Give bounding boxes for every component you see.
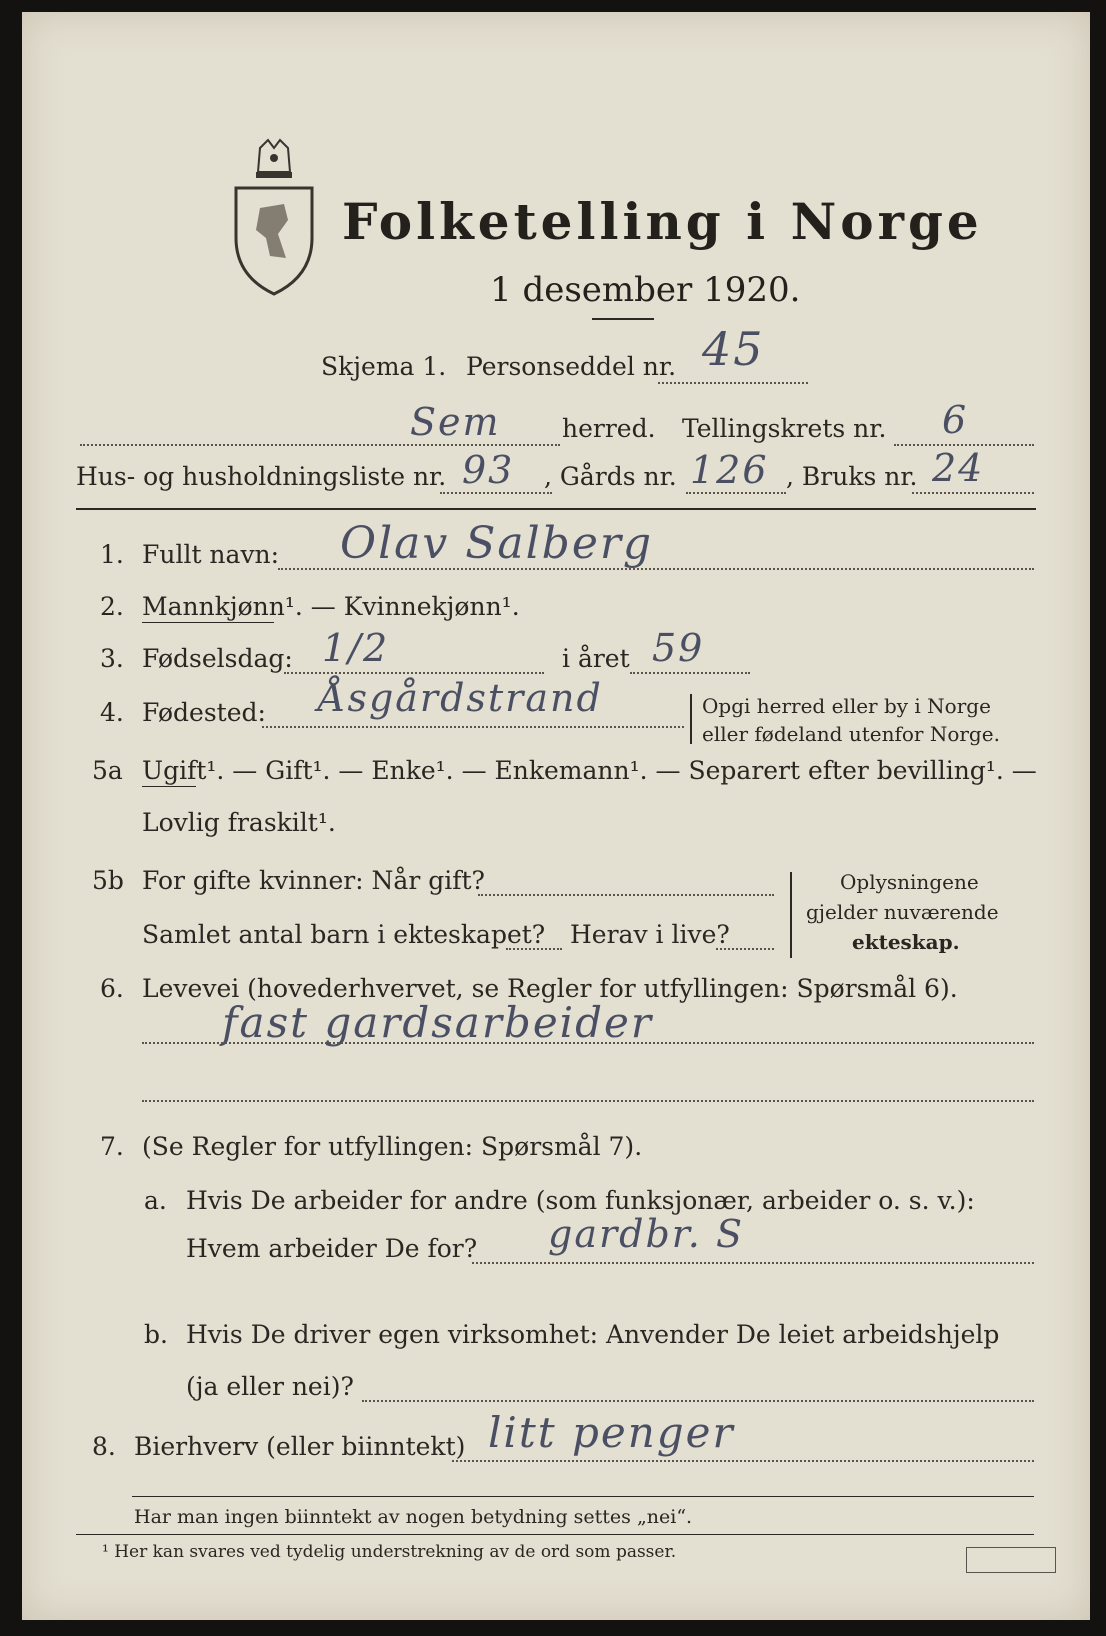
- husliste-value: 93: [462, 448, 515, 492]
- q5b-brace: [790, 872, 792, 958]
- footer-rule: [132, 1496, 1034, 1497]
- q4-note-1: Opgi herred eller by i Norge: [702, 694, 991, 718]
- q3-year-label: i året: [562, 644, 630, 673]
- q3-line: [284, 672, 544, 674]
- q8-number: 8.: [92, 1432, 116, 1461]
- q3-label: Fødselsdag:: [142, 644, 293, 673]
- q5b-gift-line: [478, 894, 774, 896]
- q4-label: Fødested:: [142, 698, 266, 727]
- census-date: 1 desember 1920.: [490, 270, 801, 310]
- q6-value: fast gardsarbeider: [222, 998, 653, 1047]
- q5b-number: 5b: [92, 866, 124, 895]
- q6-label: Levevei (hovederhvervet, se Regler for utfyllingen: Spørsmål 6).: [142, 974, 958, 1003]
- q5b-note-1: Oplysningene: [840, 870, 979, 894]
- personseddel-label: Personseddel nr.: [466, 352, 677, 381]
- q7a-label-2: Hvem arbeider De for?: [186, 1234, 478, 1263]
- q5b-label-2: Samlet antal barn i ekteskapet?: [142, 920, 546, 949]
- q5a-number: 5a: [92, 756, 123, 785]
- q1-value: Olav Salberg: [340, 518, 654, 569]
- q3-year-value: 59: [652, 626, 705, 670]
- tellingskrets-value: 6: [942, 398, 969, 442]
- husliste-line: [440, 492, 552, 494]
- herred-line: [80, 444, 560, 446]
- gards-line: [686, 492, 786, 494]
- q3-value: 1/2: [322, 626, 390, 670]
- q7-number: 7.: [100, 1132, 124, 1161]
- q7-label: (Se Regler for utfyllingen: Spørsmål 7).: [142, 1132, 643, 1161]
- q6-line-2: [142, 1100, 1034, 1102]
- footnote: ¹ Her kan svares ved tydelig understrekning av de ord som passer.: [102, 1542, 677, 1562]
- q5a-label: Ugift¹. — Gift¹. — Enke¹. — Enkemann¹. — Separert efter bevilling¹. —: [142, 756, 1037, 785]
- coat-of-arms-icon: [230, 138, 318, 296]
- q7a-number: a.: [144, 1186, 167, 1215]
- husliste-label: Hus- og husholdningsliste nr.: [76, 462, 447, 491]
- q6-line-1: [142, 1042, 1034, 1044]
- q8-label: Bierhverv (eller biinntekt): [134, 1432, 466, 1461]
- q2-label: Mannkjønn¹. — Kvinnekjønn¹.: [142, 592, 520, 621]
- q2-underline-mannkjonn: [142, 622, 274, 623]
- q6-number: 6.: [100, 974, 124, 1003]
- gards-label: , Gårds nr.: [544, 462, 677, 491]
- q7a-line: [472, 1262, 1034, 1264]
- q7a-label: Hvis De arbeider for andre (som funksjonær, arbeider o. s. v.):: [186, 1186, 975, 1215]
- q7b-number: b.: [144, 1320, 168, 1349]
- q8-line: [452, 1460, 1034, 1462]
- bruks-value: 24: [932, 446, 985, 490]
- header-rule: [76, 508, 1036, 510]
- q2-number: 2.: [100, 592, 124, 621]
- q1-label: Fullt navn:: [142, 540, 280, 569]
- tellingskrets-label: Tellingskrets nr.: [682, 414, 887, 443]
- q5b-live-line: [716, 948, 774, 950]
- q5b-label: For gifte kvinner: Når gift?: [142, 866, 485, 895]
- census-form: [22, 12, 1090, 1620]
- footnote-rule: [76, 1534, 1034, 1535]
- q8-value: litt penger: [488, 1408, 735, 1457]
- gards-value: 126: [690, 448, 769, 492]
- q5b-barn-line: [506, 948, 562, 950]
- q7b-label-2: (ja eller nei)?: [186, 1372, 354, 1401]
- q4-line: [262, 726, 684, 728]
- q4-brace: [690, 694, 692, 744]
- q4-note-2: eller fødeland utenfor Norge.: [702, 722, 1000, 746]
- q5a-label-2: Lovlig fraskilt¹.: [142, 808, 336, 837]
- q7a-value: gardbr. S: [548, 1212, 744, 1256]
- bruks-line: [912, 492, 1034, 494]
- q7b-line: [362, 1400, 1034, 1402]
- personseddel-value: 45: [702, 322, 765, 376]
- skjema-label: Skjema 1.: [321, 352, 447, 381]
- herred-value: Sem: [410, 400, 501, 444]
- q5b-label-3: Herav i live?: [570, 920, 730, 949]
- q3-year-line: [630, 672, 750, 674]
- q3-number: 3.: [100, 644, 124, 673]
- form-title: Folketelling i Norge: [342, 192, 983, 251]
- herred-label: herred.: [562, 414, 656, 443]
- title-divider: [592, 318, 654, 320]
- q7b-label: Hvis De driver egen virksomhet: Anvender De leiet arbeidshjelp: [186, 1320, 1000, 1349]
- q4-value: Åsgårdstrand: [318, 676, 603, 720]
- q4-number: 4.: [100, 698, 124, 727]
- q1-number: 1.: [100, 540, 124, 569]
- q5b-note-2: gjelder nuværende: [806, 900, 999, 924]
- footer-note: Har man ingen biinntekt av nogen betydning settes „nei“.: [134, 1506, 693, 1528]
- personseddel-line: [658, 382, 808, 384]
- q5b-note-3: ekteskap.: [852, 930, 960, 954]
- q5a-underline-ugift: [142, 786, 196, 787]
- bruks-label: , Bruks nr.: [786, 462, 918, 491]
- printer-stamp: [966, 1547, 1056, 1573]
